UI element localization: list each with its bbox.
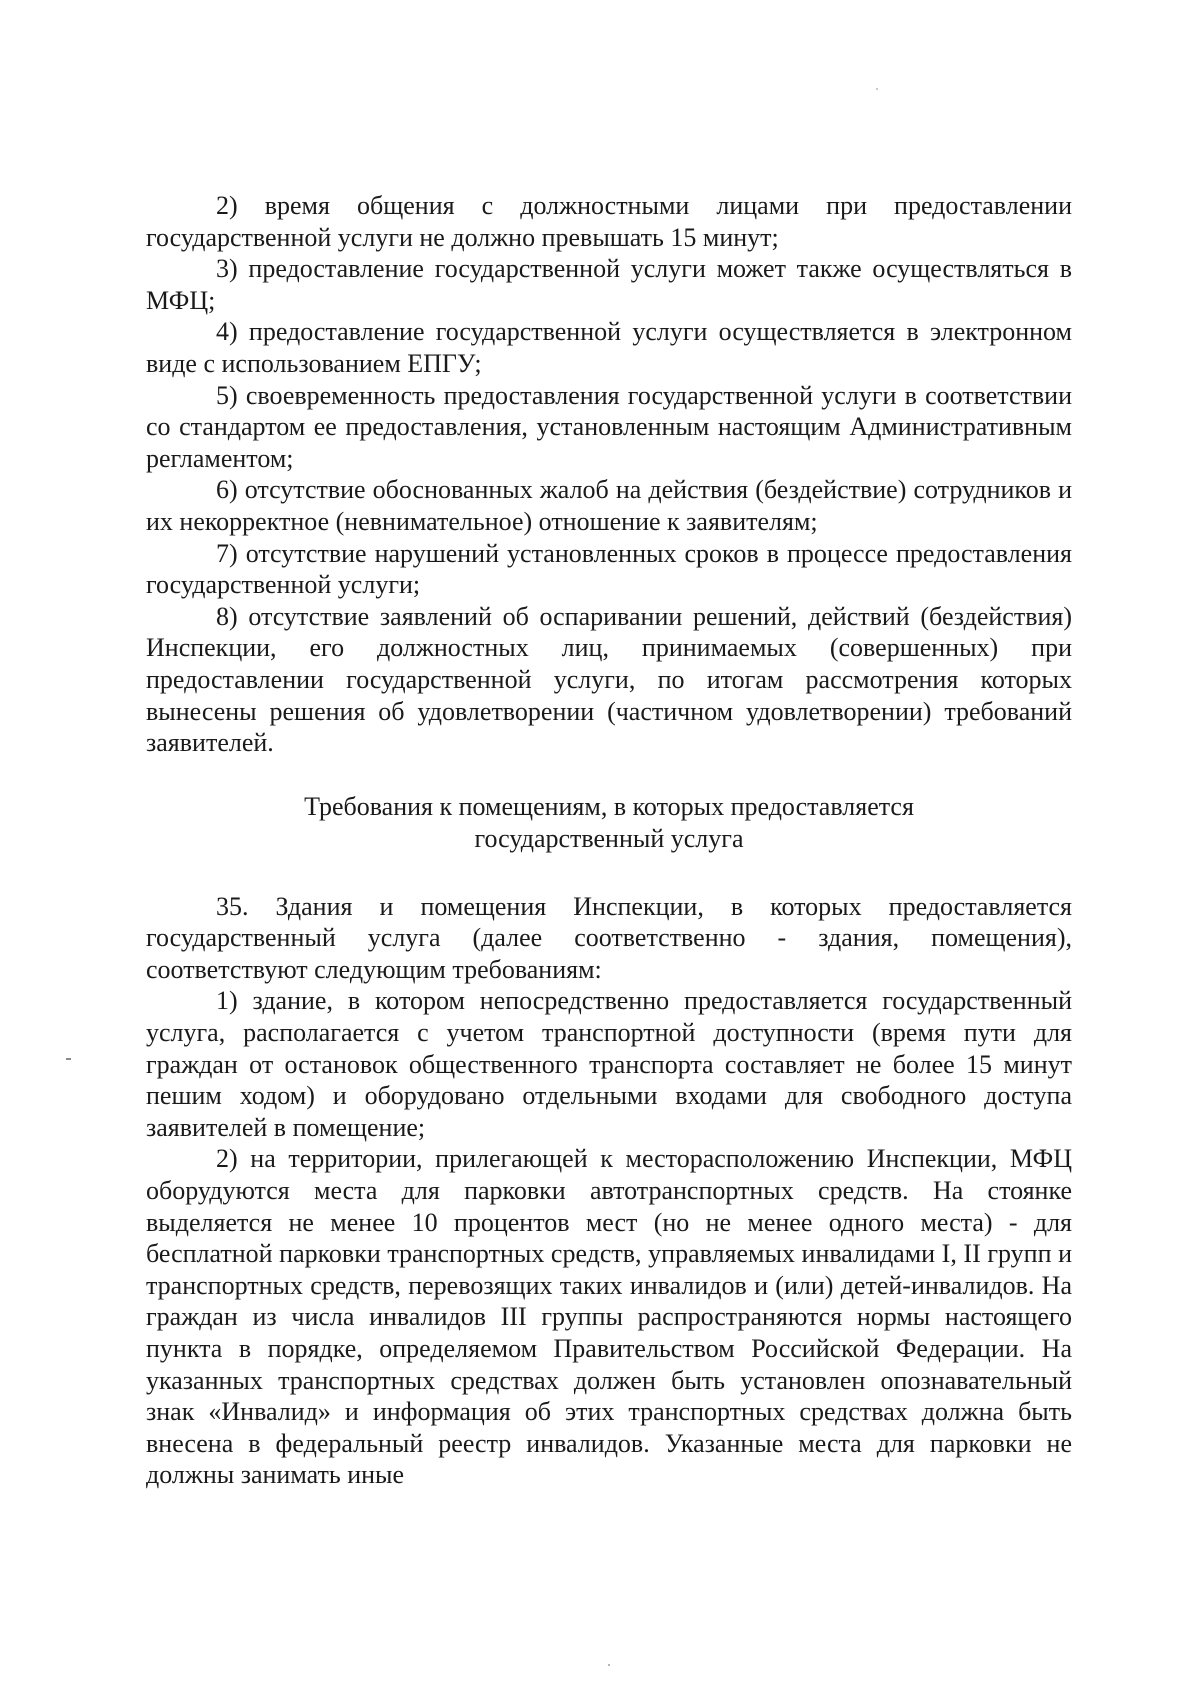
paragraph: 35. Здания и помещения Инспекции, в которых предоставляется государственный услуга (далее соответственно - здания, помещения), соответствуют следующим требованиям: [146,891,1072,984]
list-item: 5) своевременность предоставления государственной услуги в соответствии со стандартом ее предоставления, установленным настоящим Административным регламентом; [146,380,1072,473]
scan-speck [876,88,878,90]
list-item: 7) отсутствие нарушений установленных сроков в процессе предоставления государственной услуги; [146,538,1072,600]
list-item: 8) отсутствие заявлений об оспаривании решений, действий (бездействия) Инспекции, его должностных лиц, принимаемых (совершенных) при предоставлении государственной услуги, по итогам рассмотрения которых вынесены решения об удовлетворении (частичном удовлетворении) требований заявителей. [146,601,1072,758]
scan-speck [608,1664,610,1666]
list-item: 4) предоставление государственной услуги осуществляется в электронном виде с использованием ЕПГУ; [146,317,1072,378]
section-heading [146,791,1072,855]
list-item: 6) отсутствие обоснованных жалоб на действия (бездействие) сотрудников и их некорректное (невнимательное) отношение к заявителям; [146,475,1072,536]
scan-margin-mark [66,1058,71,1060]
document-body [146,190,1072,1491]
list-item: 3) предоставление государственной услуги может также осуществляться в МФЦ; [146,254,1072,315]
list-item: 2) на территории, прилегающей к месторасположению Инспекции, МФЦ оборудуются места для парковки автотранспортных средств. На стоянке выделяется не менее 10 процентов мест (но не менее одного места) - для бесплатной парковки транспортных средств, управляемых инвалидами I, II групп и транспортных средств, перевозящих таких инвалидов и (или) детей-инвалидов. На граждан из числа инвалидов III группы распространяются нормы настоящего пункта в порядке, определяемом Правительством Российской Федерации. На указанных транспортных средствах должен быть установлен опознавательный знак «Инвалид» и информация об этих транспортных средствах должна быть внесена в федеральный реестр инвалидов. Указанные места для парковки не должны занимать иные [146,1144,1072,1490]
section-heading-line-1: Требования к помещениям, в которых предоставляется [304,791,914,821]
list-item: 1) здание, в котором непосредственно предоставляется государственный услуга, располагается с учетом транспортной доступности (время пути для граждан от остановок общественного транспорта составляет не более 15 минут пешим ходом) и оборудовано отдельными входами для свободного доступа заявителей в помещение; [146,986,1072,1142]
section-heading-line-2: государственный услуга [474,823,744,853]
list-item: 2) время общения с должностными лицами при предоставлении государственной услуги не должно превышать 15 минут; [146,191,1072,252]
